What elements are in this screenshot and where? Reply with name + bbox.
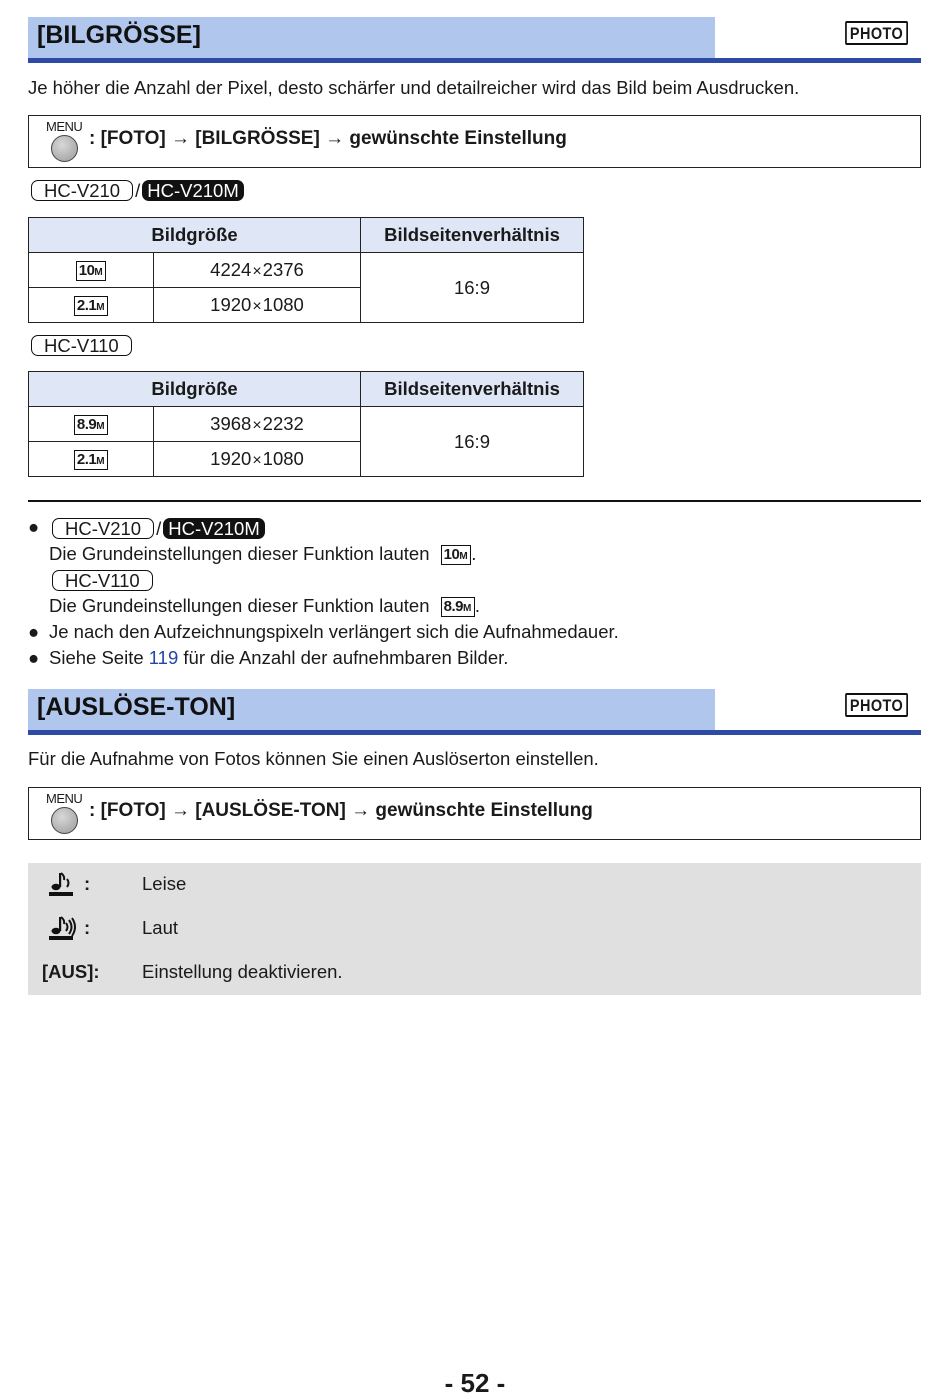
option-label: Einstellung deaktivieren. bbox=[142, 961, 343, 982]
photo-badge: PHOTO bbox=[845, 21, 908, 45]
section-header-bildgroesse bbox=[28, 17, 921, 65]
section-underline bbox=[28, 58, 921, 63]
option-row-leise bbox=[28, 863, 921, 907]
menu-circle-icon bbox=[51, 807, 78, 834]
sound-low-icon bbox=[48, 870, 78, 898]
menu-path-box bbox=[28, 787, 921, 840]
table-header-row bbox=[29, 218, 584, 253]
table-row bbox=[29, 253, 584, 288]
size-10m-icon: 10M bbox=[441, 545, 472, 565]
model-tag-hc-v210m: HC-V210M bbox=[163, 518, 265, 539]
option-colon: : bbox=[84, 917, 91, 938]
size-2-1m-icon: 2.1M bbox=[74, 450, 108, 470]
menu-button-icon bbox=[46, 792, 84, 836]
header-bildgroesse: Bildgröße bbox=[29, 218, 361, 253]
header-seitenverhaeltnis: Bildseitenverhältnis bbox=[361, 218, 584, 253]
menu-label: MENU bbox=[46, 119, 83, 134]
table-row bbox=[29, 407, 584, 442]
note-model-tags-b bbox=[52, 570, 153, 592]
size-8-9m-icon: 8.9M bbox=[441, 597, 475, 617]
divider bbox=[28, 500, 921, 502]
model-tag-hc-v210: HC-V210 bbox=[52, 518, 154, 539]
menu-button-icon bbox=[46, 120, 84, 164]
model-tag-hc-v210: HC-V210 bbox=[31, 180, 133, 201]
section-header-ausloese-ton bbox=[28, 689, 921, 737]
ratio-cell: 16:9 bbox=[361, 253, 584, 323]
options-box bbox=[28, 863, 921, 995]
model-tag-hc-v110: HC-V110 bbox=[31, 335, 132, 356]
menu-circle-icon bbox=[51, 135, 78, 162]
page-number: - 52 - bbox=[444, 1368, 506, 1398]
bullet-dot: ● bbox=[28, 621, 40, 642]
size-icon-cell bbox=[29, 442, 154, 477]
option-label: Leise bbox=[142, 873, 187, 894]
note-default-a: Die Grundeinstellungen dieser Funktion lauten 10M . bbox=[49, 543, 477, 564]
resolution-cell: 1920×1080 bbox=[154, 288, 361, 323]
menu-label: MENU bbox=[46, 791, 83, 806]
model-separator: / bbox=[135, 180, 141, 201]
option-key: [AUS]: bbox=[42, 961, 100, 982]
option-colon: : bbox=[84, 873, 91, 894]
section-underline bbox=[28, 730, 921, 735]
size-10m-icon: 10M bbox=[76, 261, 107, 281]
ratio-cell: 16:9 bbox=[361, 407, 584, 477]
menu-path-text: : [FOTO] → [BILGRÖSSE] → gewünschte Einstellung bbox=[89, 128, 567, 149]
resolution-cell: 3968×2232 bbox=[154, 407, 361, 442]
model-tags-a bbox=[31, 180, 244, 202]
model-separator: / bbox=[156, 518, 162, 539]
photo-badge: PHOTO bbox=[845, 693, 908, 717]
page-link-119[interactable]: 119 bbox=[148, 647, 179, 668]
note-page-reference: Siehe Seite 119 für die Anzahl der aufnehmbaren Bilder. bbox=[49, 647, 509, 668]
size-icon-cell bbox=[29, 288, 154, 323]
note-recording-time: Je nach den Aufzeichnungspixeln verlängert sich die Aufnahmedauer. bbox=[49, 621, 619, 642]
option-row-laut bbox=[28, 907, 921, 951]
size-icon-cell bbox=[29, 407, 154, 442]
bullet-dot: ● bbox=[28, 516, 40, 537]
section-title: [AUSLÖSE-TON] bbox=[37, 693, 236, 721]
image-size-table-b bbox=[28, 371, 584, 477]
section-title: [BILGRÖSSE] bbox=[37, 21, 201, 49]
menu-path-text: : [FOTO] → [AUSLÖSE-TON] → gewünschte Einstellung bbox=[89, 800, 593, 821]
bullet-dot: ● bbox=[28, 647, 40, 668]
size-8-9m-icon: 8.9M bbox=[74, 415, 108, 435]
intro-text: Je höher die Anzahl der Pixel, desto schärfer und detailreicher wird das Bild beim Ausdrucken. bbox=[28, 77, 800, 98]
model-tag-hc-v110: HC-V110 bbox=[52, 570, 153, 591]
sound-high-icon bbox=[48, 914, 78, 942]
header-bildgroesse: Bildgröße bbox=[29, 372, 361, 407]
image-size-table-a bbox=[28, 217, 584, 323]
table-header-row bbox=[29, 372, 584, 407]
option-label: Laut bbox=[142, 917, 179, 938]
menu-path-box bbox=[28, 115, 921, 168]
size-2-1m-icon: 2.1M bbox=[74, 296, 108, 316]
option-row-aus bbox=[28, 951, 921, 995]
size-icon-cell bbox=[29, 253, 154, 288]
note-model-tags-a bbox=[52, 518, 265, 540]
model-tags-b bbox=[31, 335, 132, 357]
note-default-b: Die Grundeinstellungen dieser Funktion lauten 8.9M . bbox=[49, 595, 480, 616]
intro-text: Für die Aufnahme von Fotos können Sie einen Auslöserton einstellen. bbox=[28, 748, 599, 769]
resolution-cell: 4224×2376 bbox=[154, 253, 361, 288]
model-tag-hc-v210m: HC-V210M bbox=[142, 180, 244, 201]
header-seitenverhaeltnis: Bildseitenverhältnis bbox=[361, 372, 584, 407]
resolution-cell: 1920×1080 bbox=[154, 442, 361, 477]
